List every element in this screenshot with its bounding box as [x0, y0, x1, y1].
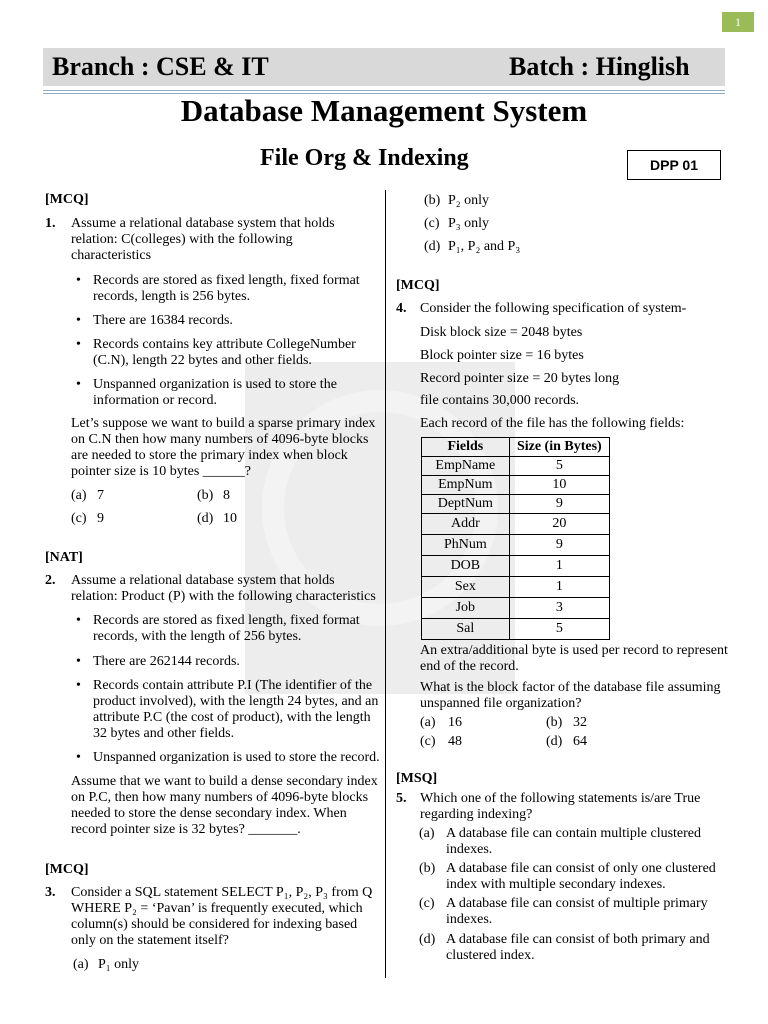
q1-bullet-line: Unspanned organization is used to store the [93, 377, 337, 392]
option-value: 7 [97, 488, 104, 503]
option-label: (c) [419, 896, 435, 911]
table-row [422, 535, 610, 556]
option-line: A database file can consist of only one clustered [446, 861, 716, 876]
option-label: (b) [419, 861, 436, 876]
bullet-icon: • [76, 273, 81, 288]
q4-tag: [MCQ] [396, 278, 440, 293]
q1-bullet-line: Records contains key attribute CollegeNumber [93, 337, 356, 352]
option-line: clustered index. [446, 948, 535, 963]
q1-para-line: pointer size is 10 bytes ______? [71, 464, 252, 479]
bullet-icon: • [76, 750, 81, 765]
option-value: P₂ only [448, 193, 490, 208]
q2-tag: [NAT] [45, 550, 83, 565]
bullet-icon: • [76, 678, 81, 693]
q1-tag: [MCQ] [45, 192, 89, 207]
bullet-icon: • [76, 313, 81, 328]
q4-para-line: An extra/additional byte is used per record to represent [420, 643, 728, 658]
option-label: (d) [197, 511, 214, 526]
q4-spec: Each record of the file has the following fields: [420, 416, 685, 431]
q2-para-line: needed to store the dense secondary index. When [71, 806, 347, 821]
option-label: (b) [546, 715, 563, 730]
table-row [422, 476, 610, 495]
option-value: 8 [223, 488, 230, 503]
page-title: Database Management System [180, 93, 588, 128]
q1-stem-line: Assume a relational database system that holds [71, 216, 335, 231]
table-cell: DeptNum [422, 495, 510, 514]
q3-stem-line: only on the statement itself? [71, 933, 229, 948]
q2-para-line: Assume that we want to build a dense secondary index [71, 774, 378, 789]
q3-stem-line: WHERE P₂ = ‘Pavan’ is frequently executed, which [71, 901, 363, 916]
q4-para-line: unspanned file organization? [420, 696, 582, 711]
table-row [422, 577, 610, 598]
q1-para-line: are needed to store the primary index when block [71, 448, 348, 463]
q3-tag: [MCQ] [45, 862, 89, 877]
table-cell: 5 [509, 457, 609, 476]
q4-spec: file contains 30,000 records. [420, 393, 580, 408]
option-line: A database file can contain multiple clustered [446, 826, 702, 841]
table-row [422, 556, 610, 577]
q3-stem-line: column(s) should be considered for indexing based [71, 917, 358, 932]
table-header-row [422, 438, 610, 457]
q5-stem-line: Which one of the following statements is/are True [420, 791, 701, 806]
q1-stem-line: characteristics [71, 248, 152, 263]
q5-stem-line: regarding indexing? [420, 807, 533, 822]
table-cell: 10 [509, 476, 609, 495]
table-header: Fields [422, 438, 510, 457]
table-row [422, 619, 610, 640]
fields-table [421, 437, 610, 640]
table-cell: Sal [422, 619, 510, 640]
table-cell: 1 [509, 556, 609, 577]
option-label: (d) [424, 239, 441, 254]
table-row [422, 598, 610, 619]
table-cell: 20 [509, 514, 609, 535]
option-value: P₁, P₂ and P₃ [448, 239, 521, 254]
bullet-icon: • [76, 613, 81, 628]
option-value: 9 [97, 511, 104, 526]
q2-bullet-line: product involved), with the length 24 bytes, and an [93, 694, 379, 709]
option-line: indexes. [446, 912, 493, 927]
table-cell: 1 [509, 577, 609, 598]
table-row [422, 495, 610, 514]
option-value: P₃ only [448, 216, 490, 231]
q2-bullet-line: There are 262144 records. [93, 654, 240, 669]
q4-spec: Block pointer size = 16 bytes [420, 348, 584, 363]
q1-bullet-line: Records are stored as fixed length, fixed format [93, 273, 360, 288]
table-cell: DOB [422, 556, 510, 577]
table-cell: EmpNum [422, 476, 510, 495]
option-label: (a) [419, 826, 435, 841]
option-label: (a) [71, 488, 87, 503]
q2-bullet-line: Records contain attribute P.I (The identifier of the [93, 678, 373, 693]
option-value: 64 [573, 734, 587, 749]
q1-bullet-line: information or record. [93, 393, 218, 408]
option-label: (b) [424, 193, 441, 208]
option-label: (c) [420, 734, 436, 749]
q2-para-line: on P.C, then how many numbers of 4096-byte blocks [71, 790, 369, 805]
table-cell: 3 [509, 598, 609, 619]
q2-bullet-line: attribute P.C (the cost of product), with the length [93, 710, 371, 725]
dpp-badge: DPP 01 [627, 150, 721, 180]
q1-bullet-line: (C.N), length 22 bytes and other fields. [93, 353, 312, 368]
option-label: (b) [197, 488, 214, 503]
q2-bullet-line: Unspanned organization is used to store the record. [93, 750, 380, 765]
header-rule [43, 90, 725, 91]
table-cell: 5 [509, 619, 609, 640]
table-cell: 9 [509, 535, 609, 556]
branch-label: Branch : CSE & IT [52, 52, 269, 81]
option-label: (d) [419, 932, 436, 947]
table-header: Size (in Bytes) [509, 438, 609, 457]
option-line: A database file can consist of both primary and [446, 932, 710, 947]
q1-para-line: on C.N then how many numbers of 4096-byte blocks [71, 432, 369, 447]
q4-para-line: What is the block factor of the database file assuming [420, 680, 721, 695]
table-cell: EmpName [422, 457, 510, 476]
table-row [422, 514, 610, 535]
q2-bullet-line: Records are stored as fixed length, fixed format [93, 613, 360, 628]
option-line: A database file can consist of multiple primary [446, 896, 708, 911]
q2-stem-line: relation: Product (P) with the following characteristics [71, 589, 376, 604]
table-cell: Sex [422, 577, 510, 598]
q1-number: 1. [45, 216, 56, 231]
table-cell: PhNum [422, 535, 510, 556]
q4-spec: Record pointer size = 20 bytes long [420, 371, 620, 386]
option-line: indexes. [446, 842, 493, 857]
option-line: index with multiple secondary indexes. [446, 877, 666, 892]
q4-para-line: end of the record. [420, 659, 519, 674]
q2-stem-line: Assume a relational database system that holds [71, 573, 335, 588]
q4-number: 4. [396, 301, 407, 316]
bullet-icon: • [76, 377, 81, 392]
batch-label: Batch : Hinglish [509, 52, 690, 81]
page-subtitle: File Org & Indexing [260, 145, 469, 171]
option-label: (c) [71, 511, 87, 526]
table-row [422, 457, 610, 476]
q2-bullet-line: 32 bytes and other fields. [93, 726, 235, 741]
table-cell: Addr [422, 514, 510, 535]
q4-spec: Disk block size = 2048 bytes [420, 325, 583, 340]
option-value: 16 [448, 715, 462, 730]
page-number: 1 [722, 12, 754, 32]
option-label: (a) [420, 715, 436, 730]
option-label: (c) [424, 216, 440, 231]
q3-stem-line: Consider a SQL statement SELECT P₁, P₂, P₃ from Q [71, 885, 373, 900]
q1-para-line: Let’s suppose we want to build a sparse primary index [71, 416, 376, 431]
option-value: P₁ only [98, 957, 140, 972]
q5-tag: [MSQ] [396, 771, 438, 786]
q2-para-line: record pointer size is 32 bytes? _______. [71, 822, 301, 837]
option-label: (d) [546, 734, 563, 749]
q2-number: 2. [45, 573, 56, 588]
bullet-icon: • [76, 654, 81, 669]
column-divider [385, 190, 386, 978]
q5-number: 5. [396, 791, 407, 806]
option-value: 32 [573, 715, 587, 730]
table-cell: 9 [509, 495, 609, 514]
table-cell: Job [422, 598, 510, 619]
q1-bullet-line: There are 16384 records. [93, 313, 233, 328]
q1-stem-line: relation: C(colleges) with the following [71, 232, 293, 247]
q4-stem: Consider the following specification of system- [420, 301, 687, 316]
q2-bullet-line: records, with the length of 256 bytes. [93, 629, 302, 644]
q3-number: 3. [45, 885, 56, 900]
option-value: 10 [223, 511, 237, 526]
option-label: (a) [73, 957, 89, 972]
bullet-icon: • [76, 337, 81, 352]
option-value: 48 [448, 734, 462, 749]
q1-bullet-line: records, length is 256 bytes. [93, 289, 251, 304]
